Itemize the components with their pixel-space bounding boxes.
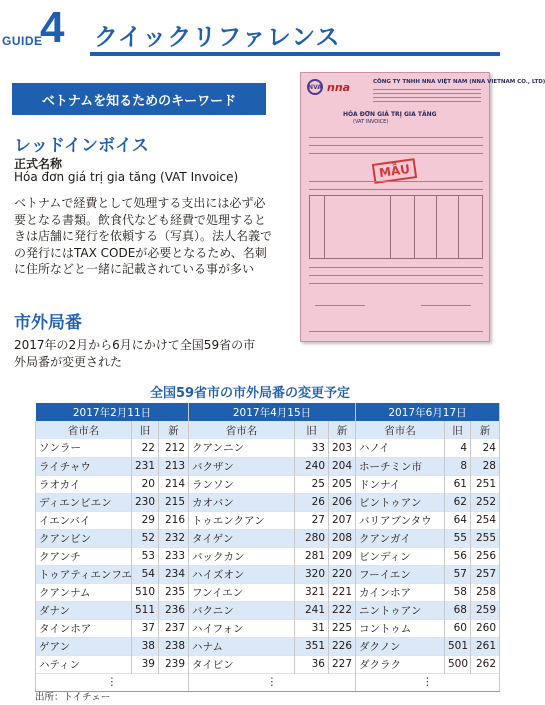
table-row [36, 583, 500, 601]
table-row [36, 601, 500, 619]
province-name: タイゲン [189, 529, 295, 547]
old-code: 231 [132, 457, 159, 475]
province-name: ダクノン [356, 637, 445, 655]
old-code: 37 [132, 619, 159, 637]
red-invoice-description: ベトナムで経費として処理する支出には必ず必要となる書類。飲食代なども経費で処理するときは店舗に発行を依頼する（写真）。法人名義での発行にはTAX CODEが必要となるため、名刺に住所などと一緒に記載されている事が多い [14, 196, 273, 276]
source-note: 出所：トイチェー [35, 692, 111, 703]
table-title: 全国59省市の市外局番の変更予定 [149, 386, 351, 401]
old-code: 64 [445, 511, 471, 529]
province-name: イエンバイ [36, 511, 132, 529]
old-code: 321 [295, 583, 329, 601]
old-code: 4 [445, 439, 471, 457]
old-code: 62 [445, 493, 471, 511]
old-code: 61 [445, 475, 471, 493]
province-name: ニントゥアン [356, 601, 445, 619]
old-code: 22 [132, 439, 159, 457]
new-code: 205 [329, 475, 356, 493]
old-code: 320 [295, 565, 329, 583]
new-code: 215 [159, 493, 189, 511]
province-name: コントゥム [356, 619, 445, 637]
header-rule [90, 52, 500, 56]
province-name: ディエンビエン [36, 493, 132, 511]
old-code: 510 [132, 583, 159, 601]
old-code: 54 [132, 565, 159, 583]
old-code: 241 [295, 601, 329, 619]
province-name: クアンチ [36, 547, 132, 565]
new-code: 214 [159, 475, 189, 493]
new-code: 220 [329, 565, 356, 583]
table-row [36, 439, 500, 457]
table-row [36, 655, 500, 673]
guide-number: 4 [40, 3, 65, 52]
province-name: ゲアン [36, 637, 132, 655]
period-3: 2017年6月17日 [356, 403, 500, 421]
new-code: 258 [471, 583, 500, 601]
province-name: バリアブンタウ [356, 511, 445, 529]
col-province: 省市名 [356, 421, 445, 439]
province-name: トゥアティエンフエ [36, 565, 132, 583]
new-code: 233 [159, 547, 189, 565]
table-row [36, 637, 500, 655]
province-name: バクニン [189, 601, 295, 619]
old-code: 55 [445, 529, 471, 547]
invoice-title: HÓA ĐƠN GIÁ TRỊ GIA TĂNG [343, 111, 437, 118]
new-code: 259 [471, 601, 500, 619]
province-name: カインホア [356, 583, 445, 601]
new-code: 236 [159, 601, 189, 619]
invoice-photo [300, 72, 545, 342]
old-code: 25 [295, 475, 329, 493]
table-row [36, 475, 500, 493]
old-code: 280 [295, 529, 329, 547]
new-code: 212 [159, 439, 189, 457]
new-code: 262 [471, 655, 500, 673]
col-old: 旧 [445, 421, 471, 439]
old-code: 57 [445, 565, 471, 583]
province-name: トゥエンクアン [189, 511, 295, 529]
ellipsis: ⋮ [189, 673, 356, 691]
new-code: 204 [329, 457, 356, 475]
invoice-company: CÔNG TY TNHH NNA VIỆT NAM (NNA VIETNAM CO., LTD) [373, 79, 545, 85]
new-code: 238 [159, 637, 189, 655]
new-code: 235 [159, 583, 189, 601]
old-code: 52 [132, 529, 159, 547]
province-name: ハノイ [356, 439, 445, 457]
period-1: 2017年2月11日 [36, 403, 189, 421]
province-name: カオバン [189, 493, 295, 511]
old-code: 60 [445, 619, 471, 637]
new-code: 221 [329, 583, 356, 601]
province-name: クアンニン [189, 439, 295, 457]
province-name: クアンビン [36, 529, 132, 547]
table-row [36, 565, 500, 583]
province-name: ハイズオン [189, 565, 295, 583]
invoice-brand: nna [327, 81, 351, 94]
new-code: 216 [159, 511, 189, 529]
province-name: ホーチミン市 [356, 457, 445, 475]
new-code: 213 [159, 457, 189, 475]
invoice-logo: NVA [307, 79, 323, 95]
province-name: ビンディン [356, 547, 445, 565]
old-code: 281 [295, 547, 329, 565]
table-row [36, 493, 500, 511]
province-name: ダナン [36, 601, 132, 619]
column-header-row [36, 421, 500, 439]
old-code: 501 [445, 637, 471, 655]
old-code: 511 [132, 601, 159, 619]
old-code: 230 [132, 493, 159, 511]
province-name: クアンガイ [356, 529, 445, 547]
new-code: 207 [329, 511, 356, 529]
new-code: 252 [471, 493, 500, 511]
old-code: 26 [295, 493, 329, 511]
col-new: 新 [159, 421, 189, 439]
old-code: 39 [132, 655, 159, 673]
new-code: 257 [471, 565, 500, 583]
province-name: ラオカイ [36, 475, 132, 493]
keyword-banner: ベトナムを知るためのキーワード [12, 83, 266, 115]
province-name: ライチャウ [36, 457, 132, 475]
old-code: 38 [132, 637, 159, 655]
official-name-label: 正式名称 [14, 157, 63, 171]
old-code: 68 [445, 601, 471, 619]
new-code: 208 [329, 529, 356, 547]
new-code: 261 [471, 637, 500, 655]
col-new: 新 [329, 421, 356, 439]
new-code: 24 [471, 439, 500, 457]
new-code: 251 [471, 475, 500, 493]
province-name: ハティン [36, 655, 132, 673]
old-code: 31 [295, 619, 329, 637]
province-name: バクザン [189, 457, 295, 475]
province-name: タインホア [36, 619, 132, 637]
old-code: 33 [295, 439, 329, 457]
province-name: バックカン [189, 547, 295, 565]
guide-label: GUIDE [2, 34, 43, 48]
new-code: 260 [471, 619, 500, 637]
table-row [36, 619, 500, 637]
province-name: ドンナイ [356, 475, 445, 493]
red-invoice-heading: レッドインボイス [14, 136, 149, 156]
new-code: 234 [159, 565, 189, 583]
new-code: 239 [159, 655, 189, 673]
old-code: 36 [295, 655, 329, 673]
province-name: ビントゥアン [356, 493, 445, 511]
new-code: 254 [471, 511, 500, 529]
old-code: 351 [295, 637, 329, 655]
new-code: 222 [329, 601, 356, 619]
old-code: 29 [132, 511, 159, 529]
table-row [36, 547, 500, 565]
col-province: 省市名 [36, 421, 132, 439]
col-province: 省市名 [189, 421, 295, 439]
new-code: 232 [159, 529, 189, 547]
new-code: 256 [471, 547, 500, 565]
ellipsis: ⋮ [356, 673, 500, 691]
invoice-stamp: MẪU [372, 158, 417, 184]
old-code: 500 [445, 655, 471, 673]
area-code-table [35, 403, 500, 692]
new-code: 237 [159, 619, 189, 637]
province-name: ソンラー [36, 439, 132, 457]
period-2: 2017年4月15日 [189, 403, 356, 421]
old-code: 27 [295, 511, 329, 529]
new-code: 225 [329, 619, 356, 637]
page-header [0, 0, 500, 62]
period-header-row [36, 403, 500, 421]
table-row [36, 457, 500, 475]
col-old: 旧 [132, 421, 159, 439]
province-name: フーイエン [356, 565, 445, 583]
old-code: 240 [295, 457, 329, 475]
new-code: 227 [329, 655, 356, 673]
old-code: 53 [132, 547, 159, 565]
new-code: 226 [329, 637, 356, 655]
province-name: ランソン [189, 475, 295, 493]
area-code-heading: 市外局番 [14, 313, 82, 333]
old-code: 58 [445, 583, 471, 601]
new-code: 255 [471, 529, 500, 547]
province-name: クアンナム [36, 583, 132, 601]
new-code: 206 [329, 493, 356, 511]
invoice-subtitle: (VAT INVOICE) [353, 119, 389, 125]
table-row [36, 511, 500, 529]
ellipsis: ⋮ [36, 673, 189, 691]
old-code: 8 [445, 457, 471, 475]
new-code: 28 [471, 457, 500, 475]
official-name-value: Hóa đơn giá trị gia tăng (VAT Invoice) [14, 170, 239, 184]
area-code-description: 2017年の2月から6月にかけて全国59省の市外局番が変更された [14, 338, 256, 369]
province-name: フンイエン [189, 583, 295, 601]
invoice-item-table [309, 195, 483, 259]
old-code: 56 [445, 547, 471, 565]
province-name: ダクラク [356, 655, 445, 673]
province-name: タイビン [189, 655, 295, 673]
table-row [36, 529, 500, 547]
new-code: 203 [329, 439, 356, 457]
col-new: 新 [471, 421, 500, 439]
province-name: ハナム [189, 637, 295, 655]
page-title: クイックリファレンス [94, 23, 341, 51]
col-old: 旧 [295, 421, 329, 439]
table-body [36, 439, 500, 691]
new-code: 209 [329, 547, 356, 565]
old-code: 20 [132, 475, 159, 493]
province-name: ハイフォン [189, 619, 295, 637]
